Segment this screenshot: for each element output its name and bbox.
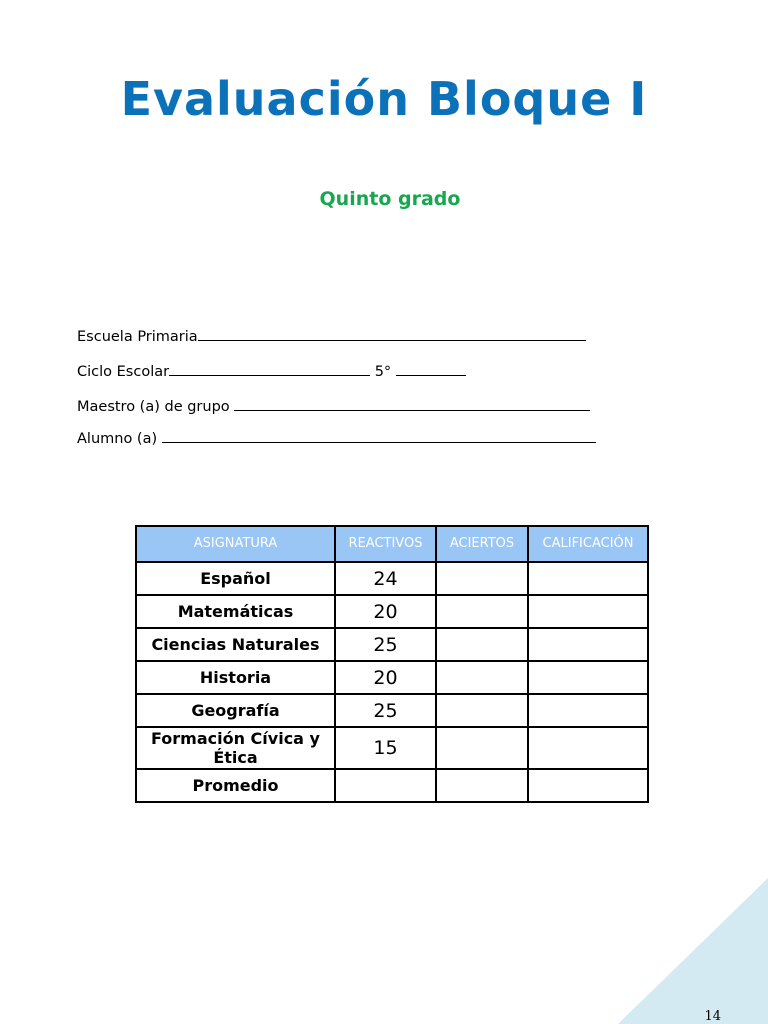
student-field [77, 428, 596, 447]
header-grade-label: CALIFICACIÓN [542, 536, 634, 551]
table-row [136, 727, 648, 769]
hits-cell[interactable] [436, 727, 528, 769]
school-field [77, 326, 586, 345]
subject-cell: Matemáticas [136, 595, 335, 628]
hits-cell[interactable] [436, 628, 528, 661]
subject-cell: Promedio [136, 769, 335, 802]
grade-cell[interactable] [528, 769, 648, 802]
cycle-blank [169, 361, 370, 376]
grade-cell[interactable] [528, 694, 648, 727]
grade-cell[interactable] [528, 562, 648, 595]
items-cell: 25 [335, 628, 436, 661]
header-subject: ASIGNATURA [136, 526, 335, 562]
hits-cell[interactable] [436, 694, 528, 727]
hits-cell[interactable] [436, 562, 528, 595]
items-cell [335, 769, 436, 802]
table-header-row [136, 526, 648, 562]
student-blank [162, 428, 596, 443]
school-blank [198, 326, 586, 341]
grades-table [135, 525, 649, 803]
header-items: REACTIVOS [335, 526, 436, 562]
grade-cell[interactable] [528, 661, 648, 694]
grade-label: 5° [374, 364, 392, 380]
page-number: 14 [704, 1009, 721, 1024]
corner-decoration [618, 878, 768, 1024]
hits-cell[interactable] [436, 661, 528, 694]
items-cell: 20 [335, 595, 436, 628]
teacher-blank [234, 396, 590, 411]
table-row [136, 694, 648, 727]
header-grade [528, 526, 648, 562]
table-row [136, 628, 648, 661]
items-cell: 20 [335, 661, 436, 694]
subject-cell: Español [136, 562, 335, 595]
subject-cell: Ciencias Naturales [136, 628, 335, 661]
page-title: Evaluación Bloque I [120, 72, 648, 126]
table-row [136, 562, 648, 595]
subject-cell: Formación Cívica y Ética [136, 727, 335, 769]
grade-blank [396, 361, 466, 376]
hits-cell[interactable] [436, 595, 528, 628]
teacher-field [77, 396, 590, 415]
subject-cell: Historia [136, 661, 335, 694]
school-label: Escuela Primaria [77, 329, 198, 345]
grade-cell[interactable] [528, 628, 648, 661]
cycle-label: Ciclo Escolar [77, 364, 170, 380]
table-row [136, 661, 648, 694]
items-cell: 15 [335, 727, 436, 769]
items-cell: 25 [335, 694, 436, 727]
corner-triangle [618, 878, 768, 1024]
table-row [136, 769, 648, 802]
subject-cell: Geografía [136, 694, 335, 727]
hits-cell[interactable] [436, 769, 528, 802]
student-label: Alumno (a) [77, 431, 158, 447]
teacher-label: Maestro (a) de grupo [77, 399, 230, 415]
table-row [136, 595, 648, 628]
cycle-field [77, 361, 466, 380]
page-subtitle: Quinto grado [319, 188, 461, 210]
grade-cell[interactable] [528, 595, 648, 628]
items-cell: 24 [335, 562, 436, 595]
header-hits: ACIERTOS [436, 526, 528, 562]
grade-cell[interactable] [528, 727, 648, 769]
